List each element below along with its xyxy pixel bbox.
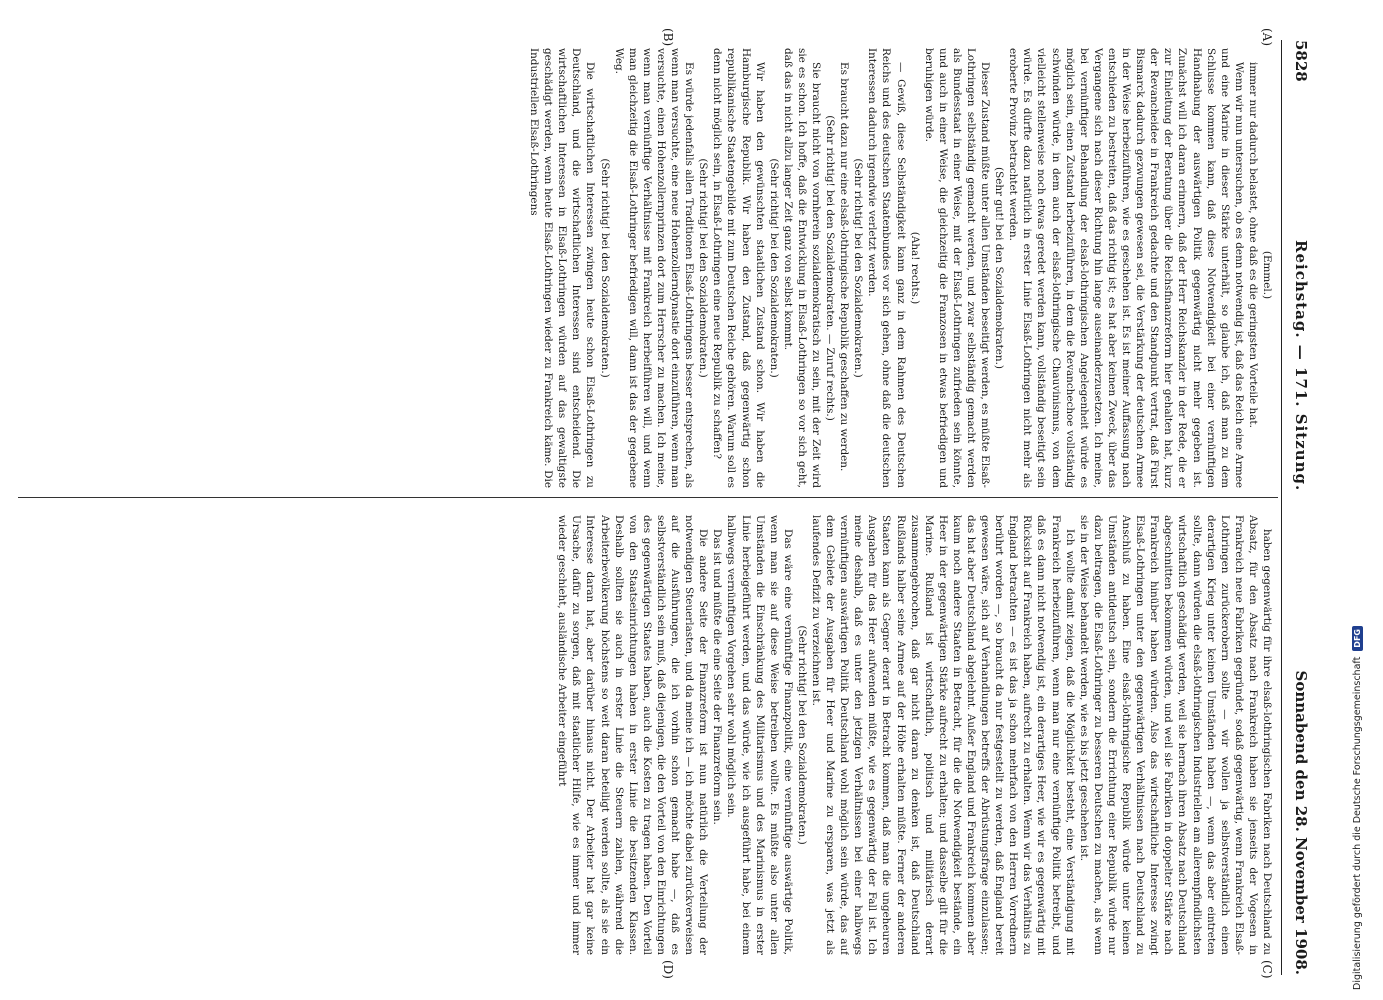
dfg-logo: DFG — [1352, 626, 1363, 651]
paragraph: Es würde jedenfalls allen Traditionen Elsaß-Lothringens besser entsprechen, als wenn man versuchte, eine neue Hohenzollerndynastie dort einzuführen, wenn man versuchte, einen Hohenzollernprinzen dort zum Herrscher zu machen. Ich meine, wenn man vernünftige Verhältnisse mit Frankreich herbeiführen will, und wenn man gleichzeitig die Elsaß-Lothringer befriedigen will, dann ist das der gegebene Weg. — [612, 48, 696, 488]
paragraph: (Sehr richtig! bei den Sozialdemokraten.) — [852, 158, 865, 378]
right-paragraphs — [555, 515, 1274, 955]
margin-marker-a: (A) — [1260, 28, 1274, 47]
paragraph: Wir haben den gewünschten staatlichen Zustand schon. Wir haben die Hamburgische Republik. Wir haben den Zustand, daß gegenwärtig schon republikanische Staatengebilde mit zum Deutschen Reiche gehören. Warum soll es denn nicht möglich sein, in Elsaß-Lothringen eine neue Republik zu schaffen? — [711, 48, 766, 488]
paragraph: (Sehr richtig! bei den Sozialdemokraten.) — [598, 158, 611, 378]
speaker-name: (Emmel.) — [1261, 250, 1273, 300]
header-rule — [1281, 40, 1282, 975]
digitization-note — [1342, 0, 1372, 1000]
paragraph: (Sehr richtig! bei den Sozialdemokraten.) — [697, 158, 710, 378]
paragraph: — Gewiß, diese Selbständigkeit kann ganz in dem Rahmen des Deutschen Reichs und des deutschen Staatenbundes vor sich gehen, ohne daß die deutschen Interessen dadurch irgendwie verletzt werden. — [866, 48, 907, 488]
left-column — [24, 48, 1274, 488]
session-date: Sonnabend den 28. November 1908. — [1292, 670, 1310, 975]
paragraph: haben gegenwärtig für ihre elsaß-lothringischen Fabriken nach Deutschland zu Absatz, für den Absatz nach Frankreich haben sie jenseits der Vogesen in Frankreich neue Fabriken gegründet, sodaß gegenwärtig, wenn Frankreich Elsaß-Lothringen zurückerobern sollte — wir wollen ja selbstverständlich einen derartigen Krieg unter keinen Umständen haben —, wenn das aber eintreten sollte, dann würden die elsaß-lothringischen Industriellen am allerempfindlichsten wirtschaftlich geschädigt werden, weil sie hernach ihren Absatz nach Deutschland abgeschnitten bekommen würden, und weil sie Fabriken in doppelter Stärke nach Frankreich hinüber haben würden. Also das wirtschaftliche Interesse zwingt Elsaß-Lothringen unter den gegenwärtigen Verhältnissen nach Deutschland zu Anschluß zu haben. Eine elsaß-lothringische Republik würde unter keinen Umständen antideutsch sein, sondern die Errichtung einer Republik würde nur dazu beitragen, die Elsaß-Lothringer zu besseren Deutschen zu machen, als wenn sie in der Weise behandelt werden, wie es bis jetzt geschehen ist. — [1077, 515, 1273, 955]
paragraph: (Sehr gut! bei den Sozialdemokraten.) — [993, 167, 1006, 369]
paragraph: Dieser Zustand müßte unter allen Umständen beseitigt werden, es müßte Elsaß-Lothringen selbständig gemacht werden, und zwar selbständig gemacht werden als Bundesstaat in einer Weise, mit der Elsaß-Lothringen zufrieden sein könnte, und auch in einer Weise, die gleichzeitig die Franzosen in etwas befriedigen und beruhigen würde. — [922, 48, 992, 488]
paragraph: Es braucht dazu nur eine elsaß-lothringische Republik geschaffen zu werden. — [838, 62, 851, 472]
paragraph: Das wäre eine vernünftige Finanzpolitik, eine vernünftige auswärtige Politik, wenn man sie auf diese Weise betreiben wollte. Es müßte also unter allen Umständen die Einschränkung des Militarismus und des Marinismus in erster Linie herbeigeführt werden, und das würde, wie ich ausgeführt habe, bei einem halbwegs vernünftigen Vorgehen sehr wohl möglich sein. — [725, 515, 794, 955]
paragraph: immer nur dadurch belastet, ohne daß es die geringsten Vorteile hat. — [1246, 62, 1259, 428]
paragraph: (Aha! rechts.) — [908, 231, 921, 305]
paragraph: (Sehr richtig! bei den Sozialdemokraten.) — [795, 625, 808, 845]
paragraph: Die wirtschaftlichen Interessen zwingen heute schon Elsaß-Lothringen zu Deutschland, und die wirtschaftlichen Interessen sind entscheidend. Die wirtschaftlichen Interessen in Elsaß-Lothringen würden auf das gewaltigste geschädigt werden, wenn heute Elsaß-Lothringen wieder zu Frankreich käme. Die Industriellen Elsaß-Lothringens — [528, 48, 597, 488]
margin-marker-b: (B) — [661, 28, 675, 47]
paragraph: (Sehr richtig! bei den Sozialdemokraten.) — [767, 158, 780, 378]
right-column — [24, 515, 1274, 955]
paragraph: Die andere Seite der Finanzreform ist nun natürlich die Verteilung der notwendigen Steuerlasten, und da meine ich — ich möchte dabei zurückverweisen auf die Ausführungen, die ich vorhin schon gemacht habe —, daß es selbstverständlich sein muß, daß diejenigen, die den Vorteil von den Einrichtungen des gegenwärtigen Staates haben, auch die Kosten zu tragen haben. Den Vorteil von den Staatseinrichtungen haben in erster Linie die besitzenden Klassen. Deshalb sollten sie auch in erster Linie die Steuern zahlen, während die Arbeiterbevölkerung höchstens so weit daran beteiligt werden sollte, als sie ein Interesse daran hat, aber darüber hinaus nicht. Der Arbeiter hat gar keine Ursache, dafür zu sorgen, daß mit staatlicher Hilfe, wie es immer und immer wieder geschieht, ausländische Arbeiter eingeführt — [556, 515, 710, 955]
paragraph: (Sehr richtig! bei den Sozialdemokraten. — Zuruf rechts.) — [824, 115, 837, 421]
paragraph: Das ist und müßte die eine Seite der Finanzreform sein. — [711, 529, 724, 825]
paragraph: Ich wollte damit zeigen, daß die Möglichkeit besteht, eine Verständigung mit Frankreich herbeizuführen, wenn man nur eine vernünftige Politik betreibt, und daß es dann nicht notwendig ist, ein derartiges Heer, wie wir es gegenwärtig mit Rücksicht auf Frankreich haben, aufrecht zu erhalten. Wenn wir das Verhältnis zu England betrachten — es ist das ja schon mehrfach von den Herren Vorrednern berührt worden —, so braucht da nur festgestellt zu werden, daß England bereit gewesen wäre, sich auf Verhandlungen betreffs der Abrüstungsfrage einzulassen; das hat aber Deutschland abgelehnt. Außer England und Frankreich kommen aber kaum noch andere Staaten in Betracht, für die die Notwendigkeit bestände, ein Heer in der gegenwärtigen Stärke aufrecht zu erhalten; und dasselbe gilt für die Marine. Rußland ist wirtschaftlich, politisch und militärisch derart zusammengebrochen, daß gar nicht daran zu denken ist, daß Deutschland Rußlands halber seine Armee auf der Höhe erhalten müßte. Ferner der anderen Staaten kann als Gegner derart in Betracht kommen, daß man die ungeheuren Ausgaben für das Heer aufwenden müßte, wie es gegenwärtig der Fall ist. Ich meine deshalb, daß es unter den jetzigen Verhältnissen bei einer halbwegs vernünftigen auswärtigen Politik Deutschland wohl möglich sein würde, das auf dem Gebiete der Ausgaben für Heer und Marine zu ersparen, was jetzt als laufendes Defizit zu verzeichnen ist. — [810, 515, 1076, 955]
page-header — [1286, 40, 1310, 975]
page-number: 5828 — [1292, 40, 1310, 82]
left-paragraphs — [527, 48, 1260, 488]
digitization-note-text: Digitalisierung gefördert durch die Deutsche Forschungsgemeinschaft — [1351, 656, 1363, 990]
column-divider — [18, 497, 1278, 498]
page-title: Reichstag. — 171. Sitzung. — [1292, 240, 1310, 492]
paragraph: Wenn wir nun untersuchen, ob es denn notwendig ist, daß das Reich eine Armee und eine Marine in dieser Stärke unterhält, so glaube ich, daß man zu dem Schlusse kommen kann, daß diese Notwendigkeit bei einer vernünftigen Handhabung der auswärtigen Politik gegenwärtig nicht mehr gegeben ist. Zunächst will ich daran erinnern, daß der Herr Reichskanzler in der Rede, die er zur Einleitung der Beratung über die Reichsfinanzreform hier gehalten hat, kurz der Revancheidee in Frankreich gedachte und den Standpunkt vertrat, daß Fürst Bismarck dadurch gezwungen gewesen sei, die Verstärkung der deutschen Armee in der Weise herbeizuführen, wie es geschehen ist. Es ist meiner Auffassung nach entschieden zu bestreiten, daß das richtig ist; es hat aber keinen Zweck, über das Vergangene sich nach dieser Richtung hin lange auseinanderzusetzen. Ich meine, bei vernünftiger Behandlung der elsaß-lothringischen Angelegenheit würde es möglich sein, einen Zustand herbeizuführen, in dem die Revanchechoe vollständig schwinden würde, in dem auch der elsaß-lothringische Chauvinismus, von dem vielleicht stellenweise noch etwas geredet werden kann, vollständig beseitigt sein würde. Es dürfte dazu natürlich in erster Linie Elsaß-Lothringen nicht mehr als eroberte Provinz betrachtet werden. — [1007, 48, 1245, 488]
margin-marker-d: (D) — [661, 960, 675, 979]
paragraph: Sie braucht nicht von vornherein sozialdemokratisch zu sein, mit der Zeit wird sie es schon. Ich hoffe, daß die Entwicklung in Elsaß-Lothringen so vor sich geht, daß das in nicht allzu langer Zeit ganz von selbst kommt. — [781, 48, 822, 488]
margin-marker-c: (C) — [1260, 960, 1274, 979]
